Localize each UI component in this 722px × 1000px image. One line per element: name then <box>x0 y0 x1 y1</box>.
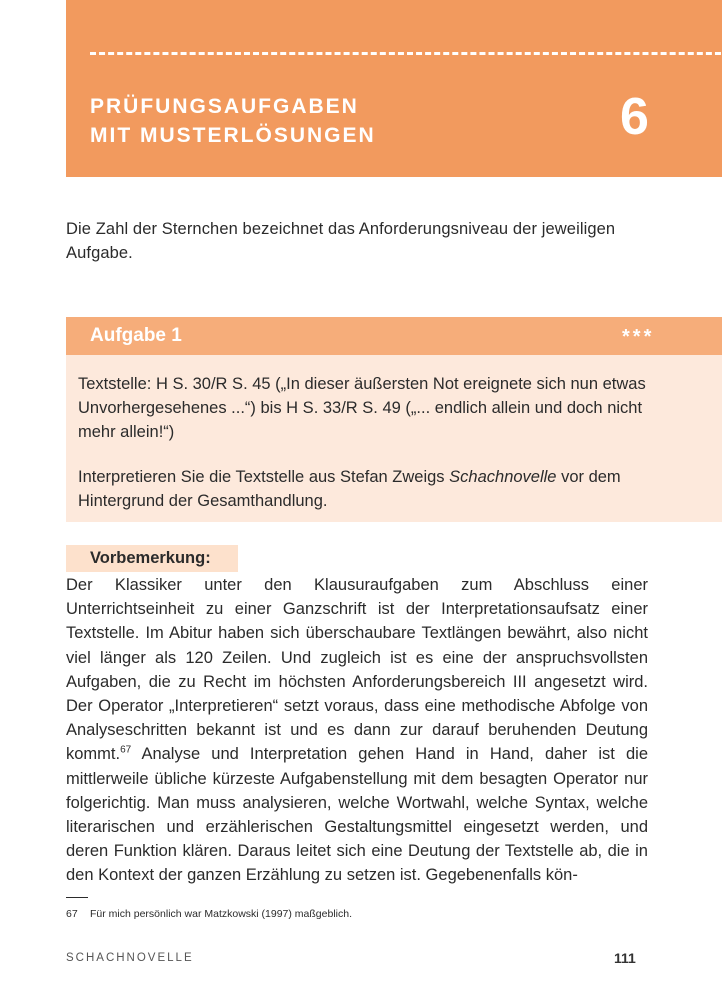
task-label: Aufgabe 1 <box>90 325 182 346</box>
footnote-divider <box>66 897 88 898</box>
task-instruction <box>78 465 648 513</box>
intro-paragraph: Die Zahl der Sternchen bezeichnet das Anforderungsniveau der jeweiligen Aufgabe. <box>66 220 616 262</box>
task-passage: Textstelle: H S. 30/R S. 45 („In dieser äußersten Not ereignete sich nun etwas Unvorhergesehenes ...“) bis H S. 33/R S. 49 („... endlich allein und doch nicht mehr allein!“) <box>78 375 646 441</box>
task-instruction-after: vor dem Hintergrund der Gesamthandlung. <box>78 468 621 510</box>
running-footer-title: SCHACHNOVELLE <box>66 952 194 964</box>
chapter-title-line-2: MIT MUSTERLÖSUNGEN <box>90 124 376 147</box>
chapter-header-banner <box>66 0 722 177</box>
difficulty-stars: *** <box>622 326 655 348</box>
vorbemerkung-heading-box <box>66 545 238 572</box>
dashed-divider <box>90 52 722 55</box>
footnote <box>66 907 646 921</box>
vorbemerkung-text <box>66 573 648 888</box>
vorbemerkung-text-part-2: Analyse und Interpretation gehen Hand in Hand, daher ist die mittlerweile übliche kürzeste Aufgabenstellung mit dem besagten Operator nur folgerichtig. Man muss analysieren, welche Wortwahl, welche Syntax, welche literarischen und erzählerischen Gestaltungsmittel eingesetzt werden, und deren Funktion klären. Daraus leitet sich eine Deutung der Textstelle ab, die in den Kontext der ganzen Erzählung zu setzen ist. Gegebenenfalls kön- <box>66 745 648 885</box>
footnote-reference[interactable]: 67 <box>120 744 132 756</box>
vorbemerkung-heading: Vorbemerkung: <box>90 549 211 567</box>
task-instruction-work-title: Schachnovelle <box>449 468 557 486</box>
page-number: 111 <box>614 950 636 966</box>
vorbemerkung-text-part-1: Der Klassiker unter den Klausuraufgaben zum Abschluss einer Unterrichtseinheit zu einer Ganzschrift ist der Interpretationsaufsatz einer Textstelle. Im Abitur haben sich überschaubare Textlängen bewährt, also nicht viel länger als 120 Zeilen. Und zugleich ist es eine der anspruchsvollsten Aufgaben, die zu Recht im höchsten Anforderungsbereich III angesetzt wird. Der Operator „Interpretieren“ setzt voraus, dass eine methodische Abfolge von Analyseschritten bekannt ist und es dann zur darauf beruhenden Deutung kommt. <box>66 576 648 764</box>
footnote-text: Für mich persönlich war Matzkowski (1997) maßgeblich. <box>90 908 353 920</box>
footnote-number: 67 <box>66 908 78 920</box>
chapter-title <box>90 92 376 150</box>
task-box <box>66 355 722 522</box>
task-instruction-before: Interpretieren Sie die Textstelle aus Stefan Zweigs <box>78 468 450 486</box>
chapter-number: 6 <box>620 88 649 146</box>
chapter-title-line-1: PRÜFUNGSAUFGABEN <box>90 95 359 118</box>
task-heading-bar <box>66 317 722 355</box>
